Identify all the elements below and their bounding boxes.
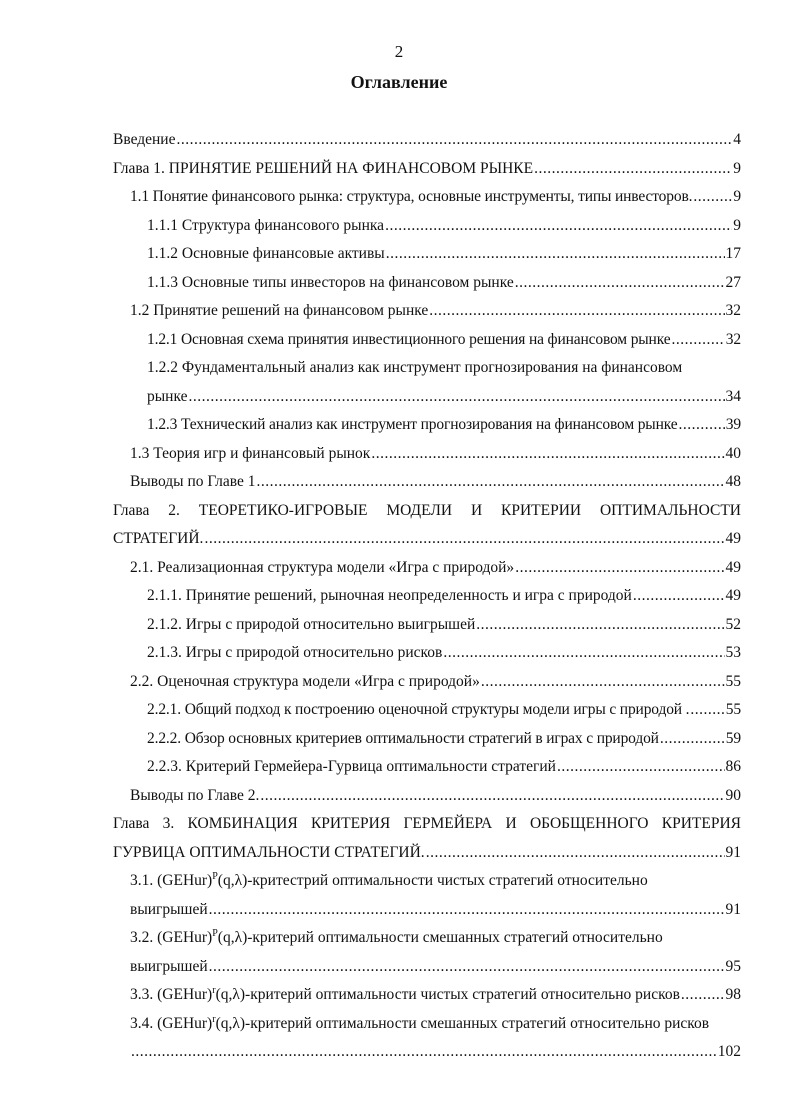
toc-entry-title: 2.1. Реализационная структура модели «Игра с природой» [130,558,515,576]
toc-entry-prefix: 3.4. (GEHur) [130,1014,213,1032]
toc-entry-page: 55 [725,672,741,690]
leader-dots [429,299,724,322]
leader-dots [176,128,732,151]
toc-entry-prefix: 3.3. (GEHur) [130,986,213,1003]
leader-dots [443,641,724,664]
toc-entry-page: 27 [725,273,741,291]
toc-entry-2-2-2[interactable] [113,727,741,750]
leader-dots [257,470,725,493]
leader-dots [678,413,724,436]
toc-entry-1-1[interactable] [113,185,741,208]
toc-entry-page: 55 [725,701,741,718]
toc-entry-title: 2.2.1. Общий подход к построению оценочной структуры модели игры с природой . [147,701,690,718]
leader-dots [209,955,725,978]
toc-entry-title-line-2: рынке [147,387,188,405]
toc-entry-page: 17 [725,245,741,262]
toc-entry-page: 90 [725,786,741,804]
toc-entry-title: 2.2.2. Обзор основных критериев оптимальности стратегий в играх с природой [147,729,659,747]
toc-entry-page: 86 [725,758,741,775]
leader-dots [515,271,725,294]
toc-entry-title: 1.1 Понятие финансового рынка: структура, основные инструменты, типы инвесторов. [130,188,693,205]
page-number: 2 [394,42,404,61]
toc-entry-chapter-3[interactable] [113,812,741,864]
toc-entry-2-1[interactable] [113,556,741,579]
toc-entry-2-2-3[interactable] [113,755,741,778]
toc-entry-title-line-1: Глава 3. КОМБИНАЦИЯ КРИТЕРИЯ ГЕРМЕЙЕРА И ОБОБЩЕННОГО КРИТЕРИЯ [113,815,741,832]
toc-entry-title: 2.1.3. Игры с природой относительно рисков [147,644,443,661]
toc-entry-3-3[interactable] [113,983,741,1006]
toc-entry-1-2[interactable] [113,299,741,322]
toc-entry-prefix: 3.1. (GEHur) [130,872,213,889]
toc-entry-title: 1.2.3 Технический анализ как инструмент прогнозирования на финансовом рынке [147,416,678,433]
toc-entry-page: 49 [725,530,741,547]
toc-entry-title-line-2: выигрышей [130,957,208,975]
toc-entry-title: 2.1.1. Принятие решений, рыночная неопределенность и игра с природой [147,587,632,604]
leader-dots [671,328,724,351]
page-title: Оглавление [350,72,448,92]
toc-entry-3-1[interactable] [113,869,741,921]
toc-entry-chapter-2[interactable] [113,499,741,551]
toc-entry-title-line-1: 1.2.2 Фундаментальный анализ как инструмент прогнозирования на финансовом [147,359,683,376]
toc-entry-title-line-2: СТРАТЕГИЙ. [113,530,204,547]
toc-entry-chapter-1[interactable] [113,157,741,180]
toc-entry-page: 53 [725,644,741,661]
toc-entry-page: 39 [725,416,741,433]
toc-entry-page: 91 [725,843,741,861]
toc-entry-superscript: r [212,984,216,996]
toc-entry-3-2[interactable] [113,926,741,978]
toc-entry-1-1-3[interactable] [113,271,741,294]
toc-entry-page: 32 [725,330,741,348]
leader-dots [385,214,732,237]
toc-entry-rest: (q,λ)-критерий оптимальности смешанных стратегий относительно рисков [215,1014,710,1032]
toc-entry-page: 48 [725,473,741,490]
toc-entry-title-line-2: выигрышей [130,900,208,918]
leader-dots [534,157,732,180]
leader-dots [633,584,725,607]
toc-entry-title: 1.1.3 Основные типы инвесторов на финансовом рынке [147,273,514,291]
toc-entry-superscript: r [212,1013,216,1025]
toc-entry-2-2[interactable] [113,670,741,693]
toc-entry-page: 9 [733,188,741,205]
toc-entry-3-4[interactable] [113,1012,741,1064]
leader-dots [204,527,724,550]
toc-entry-1-2-3[interactable] [113,413,741,436]
toc-entry-1-1-1[interactable] [113,214,741,237]
leader-dots [260,784,724,807]
toc-entry-1-2-1[interactable] [113,328,741,351]
leader-dots [188,385,724,408]
leader-dots [209,898,725,921]
toc-entry-page: 91 [725,900,741,918]
toc-entry-2-1-2[interactable] [113,613,741,636]
toc-entry-title: Введение [113,131,176,148]
toc-entry-conclusions-2[interactable] [113,784,741,807]
toc-entry-title [130,983,680,1006]
toc-entry-title-line-1 [113,926,741,949]
toc-entry-superscript: P [212,927,218,939]
toc-entry-page: 40 [725,444,741,462]
toc-entry-page: 34 [725,387,741,405]
toc-entry-page: 95 [725,957,741,975]
toc-entry-title-line-2: ГУРВИЦА ОПТИМАЛЬНОСТИ СТРАТЕГИЙ. [113,843,425,861]
leader-dots [515,556,724,579]
toc-entry-1-1-2[interactable] [113,242,741,265]
leader-dots [131,1040,717,1063]
toc-entry-title: 2.2.3. Критерий Гермейера-Гурвица оптимальности стратегий [147,758,556,775]
toc-entry-title: 2.2. Оценочная структура модели «Игра с природой» [130,672,480,690]
toc-entry-page: 59 [725,729,741,747]
toc-entry-intro[interactable] [113,128,741,151]
toc-entry-title: Выводы по Главе 2. [130,786,260,804]
toc-entry-1-3[interactable] [113,442,741,465]
toc-entry-title: Выводы по Главе 1 [130,473,256,490]
toc-entry-page: 49 [725,558,741,576]
toc-entry-rest: (q,λ)-критерий оптимальности смешанных стратегий относительно [217,929,663,946]
leader-dots [476,613,724,636]
toc-entry-title: 1.3 Теория игр и финансовый рынок [130,444,371,462]
leader-dots [690,698,724,721]
toc-entry-page: 98 [725,986,741,1003]
toc-entry-title: 2.1.2. Игры с природой относительно выигрышей [147,615,476,633]
leader-dots [426,841,725,864]
toc-entry-title: 1.1.2 Основные финансовые активы [147,245,385,262]
toc-entry-title-line-1 [113,1012,741,1035]
leader-dots [693,185,732,208]
toc-entry-title: 1.2 Принятие решений на финансовом рынке [130,302,429,319]
toc-entry-page: 102 [717,1043,741,1060]
toc-entry-prefix: 3.2. (GEHur) [130,929,213,946]
toc-entry-page: 49 [725,587,741,604]
toc-entry-page: 9 [733,216,741,234]
table-of-contents [113,128,741,1069]
toc-entry-1-2-2[interactable] [113,356,741,408]
toc-entry-2-1-3[interactable] [113,641,741,664]
toc-entry-title-line-1: Глава 2. ТЕОРЕТИКО-ИГРОВЫЕ МОДЕЛИ И КРИТЕРИИ ОПТИМАЛЬНОСТИ [113,501,741,519]
leader-dots [681,983,725,1006]
toc-entry-page: 4 [733,131,741,148]
leader-dots [660,727,725,750]
toc-entry-rest: (q,λ)-критестрий оптимальности чистых стратегий относительно [217,872,648,889]
toc-entry-page: 32 [725,302,741,319]
toc-entry-2-1-1[interactable] [113,584,741,607]
leader-dots [386,242,725,265]
leader-dots [371,442,724,465]
toc-entry-rest: (q,λ)-критерий оптимальности чистых стратегий относительно рисков [215,986,680,1003]
leader-dots [557,755,725,778]
leader-dots [481,670,725,693]
toc-entry-superscript: P [212,870,218,882]
toc-entry-title: 1.2.1 Основная схема принятия инвестиционного решения на финансовом рынке [147,330,671,348]
toc-entry-title-line-1 [113,869,741,892]
toc-entry-title: Глава 1. ПРИНЯТИЕ РЕШЕНИЙ НА ФИНАНСОВОМ РЫНКЕ [113,159,534,177]
toc-entry-page: 52 [725,615,741,633]
toc-entry-page: 9 [733,159,741,177]
toc-entry-title: 1.1.1 Структура финансового рынка [147,216,385,234]
toc-entry-2-2-1[interactable] [113,698,741,721]
toc-entry-conclusions-1[interactable] [113,470,741,493]
